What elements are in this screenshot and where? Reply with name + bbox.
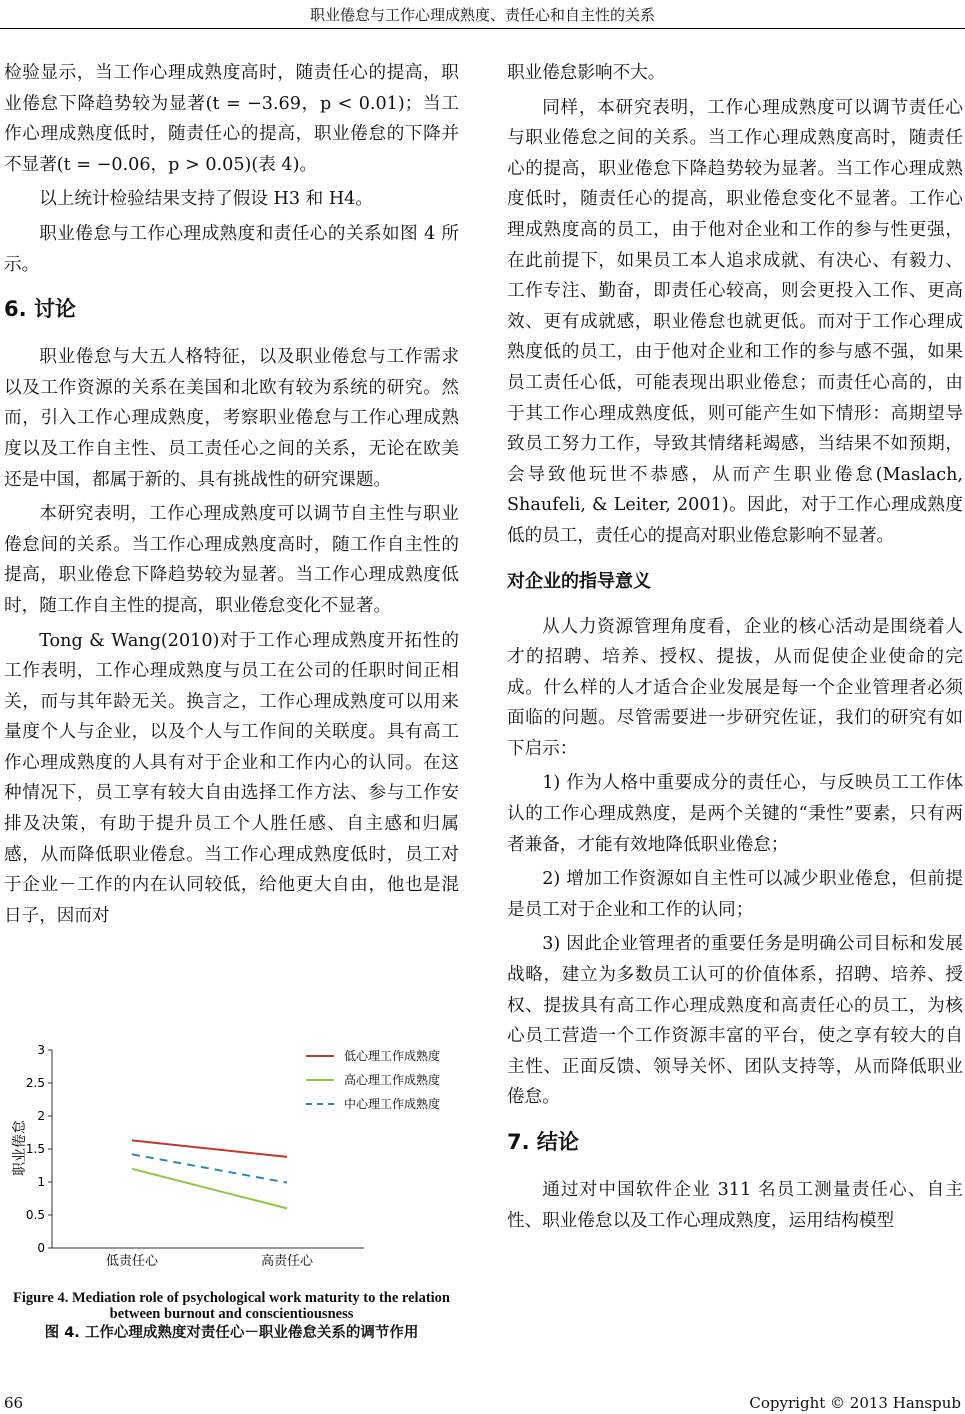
- left-paragraph-4: 职业倦怠与大五人格特征，以及职业倦怠与工作需求以及工作资源的关系在美国和北欧有较为系统的研究。然而，引入工作心理成熟度，考察职业倦怠与工作心理成熟度以及工作自主性、员工责任心之间的关系，无论在欧美还是中国，都属于新的、具有挑战性的研究课题。: [4, 347, 459, 490]
- legend-label-2: 高心理工作成熟度: [344, 1073, 441, 1087]
- left-paragraph-2: 以上统计检验结果支持了假设 H3 和 H4。: [39, 189, 373, 210]
- line-chart: [4, 1036, 459, 1272]
- left-paragraph-6: Tong & Wang(2010)对于工作心理成熟度开拓性的工作表明，工作心理成熟度与员工在公司的任职时间正相关，而与其年龄无关。换言之，工作心理成熟度可以用来量度个人与企业，以及个人与工作间的关联度。具有高工作心理成熟度的人具有对于企业和工作内心的认同。在这种情况下，员工享有较大自由选择工作方法、参与工作安排及决策，有助于提升员工个人胜任感、自主感和归属感，从而降低职业倦怠。当工作心理成熟度低时，员工对于企业－工作的内在认同较低，给他更大自由，他也是混日子，因而对: [4, 630, 459, 926]
- left-paragraph-3: 职业倦怠与工作心理成熟度和责任心的关系如图 4 所示。: [4, 223, 459, 275]
- y-tick-label: 3: [37, 1043, 45, 1057]
- figure-4: [4, 1036, 459, 1276]
- header-divider: [0, 28, 965, 29]
- right-paragraph-5: 2) 增加工作资源如自主性可以减少职业倦怠，但前提是员工对于企业和工作的认同；: [507, 869, 963, 920]
- right-paragraph-4: 1) 作为人格中重要成分的责任心，与反映员工工作体认的工作心理成熟度，是两个关键的“秉性”要素，只有两者兼备，才能有效地降低职业倦怠；: [507, 773, 963, 855]
- x-tick-label: 低责任心: [105, 1254, 159, 1269]
- figure-caption: [4, 1290, 459, 1344]
- right-paragraph-3: 从人力资源管理角度看，企业的核心活动是围绕着人才的招聘、培养、授权、提拔，从而促使企业使命的完成。什么样的人才适合企业发展是每一个企业管理者必须面临的问题。尽管需要进一步研究佐证，我们的研究有如下启示：: [507, 616, 963, 759]
- left-paragraph-1: 检验显示，当工作心理成熟度高时，随责任心的提高，职业倦怠下降趋势较为显著(t = −3.69，p < 0.01)；当工作心理成熟度低时，随责任心的提高，职业倦怠的下降并不显著(t = −0.06，p > 0.05)(表 4)。: [4, 63, 459, 175]
- left-column: [4, 58, 459, 935]
- right-column: [507, 58, 963, 1240]
- left-paragraph-5: 本研究表明，工作心理成熟度可以调节自主性与职业倦怠间的关系。当工作心理成熟度高时，随工作自主性的提高，职业倦怠下降趋势较为显著。当工作心理成熟度低时，随工作自主性的提高，职业倦怠变化不显著。: [4, 504, 459, 616]
- figure-caption-english: Figure 4. Mediation role of psychological work maturity to the relation between burnout and conscientiousness: [13, 1290, 450, 1322]
- right-paragraph-1: 职业倦怠影响不大。: [507, 63, 666, 83]
- y-tick-label: 1.5: [25, 1142, 45, 1156]
- legend-label-3: 中心理工作成熟度: [344, 1097, 441, 1111]
- section-6-heading: 6. 讨论: [4, 297, 76, 322]
- right-paragraph-7: 通过对中国软件企业 311 名员工测量责任心、自主性、职业倦怠以及工作心理成熟度，运用结构模型: [507, 1180, 963, 1231]
- x-tick-label: 高责任心: [260, 1254, 314, 1269]
- subsection-heading: 对企业的指导意义: [507, 570, 651, 592]
- y-tick-label: 0.5: [25, 1208, 45, 1222]
- right-paragraph-2: 同样，本研究表明，工作心理成熟度可以调节责任心与职业倦怠之间的关系。当工作心理成熟度高时，随责任心的提高，职业倦怠下降趋势较为显著。当工作心理成熟度低时，随责任心的提高，职业倦怠变化不显著。工作心理成熟度高的员工，由于他对企业和工作的参与性更强，在此前提下，如果员工本人追求成就、有决心、有毅力、工作专注、勤奋，即责任心较高，则会更投入工作、更高效、更有成就感，职业倦怠也就更低。而对于工作心理成熟度低的员工，由于他对企业和工作的参与感不强，如果员工责任心低，可能表现出职业倦怠；而责任心高的，由于其工作心理成熟度低，则可能产生如下情形：高期望导致员工努力工作，导致其情绪耗竭感，当结果不如预期，会导致他玩世不恭感，从而产生职业倦怠(Maslach, Shaufeli, & Leiter, 2001)。因此，对于工作心理成熟度低的员工，责任心的提高对职业倦怠影响不显著。: [507, 97, 963, 546]
- legend-label-1: 低心理工作成熟度: [344, 1049, 441, 1063]
- figure-caption-chinese: 图 4. 工作心理成熟度对责任心－职业倦怠关系的调节作用: [44, 1325, 419, 1341]
- series-line-1: [132, 1140, 287, 1157]
- y-tick-label: 0: [37, 1241, 45, 1255]
- copyright: Copyright © 2013 Hanspub: [749, 1394, 961, 1412]
- y-tick-label: 2.5: [25, 1076, 45, 1090]
- series-line-3: [132, 1154, 287, 1182]
- page-number: 66: [4, 1394, 24, 1412]
- y-tick-label: 2: [37, 1109, 45, 1123]
- y-axis-label: 职业倦怠: [12, 1120, 28, 1176]
- y-tick-label: 1: [37, 1175, 45, 1189]
- section-7-heading: 7. 结论: [507, 1130, 579, 1154]
- series-line-2: [132, 1169, 287, 1209]
- right-paragraph-6: 3) 因此企业管理者的重要任务是明确公司目标和发展战略，建立为多数员工认可的价值体系，招聘、培养、授权、提拔具有高工作心理成熟度和高责任心的员工，为核心员工营造一个工作资源丰富的平台，使之享有较大的自主性、正面反馈、领导关怀、团队支持等，从而降低职业倦怠。: [507, 934, 963, 1108]
- running-header: 职业倦怠与工作心理成熟度、责任心和自主性的关系: [309, 6, 655, 24]
